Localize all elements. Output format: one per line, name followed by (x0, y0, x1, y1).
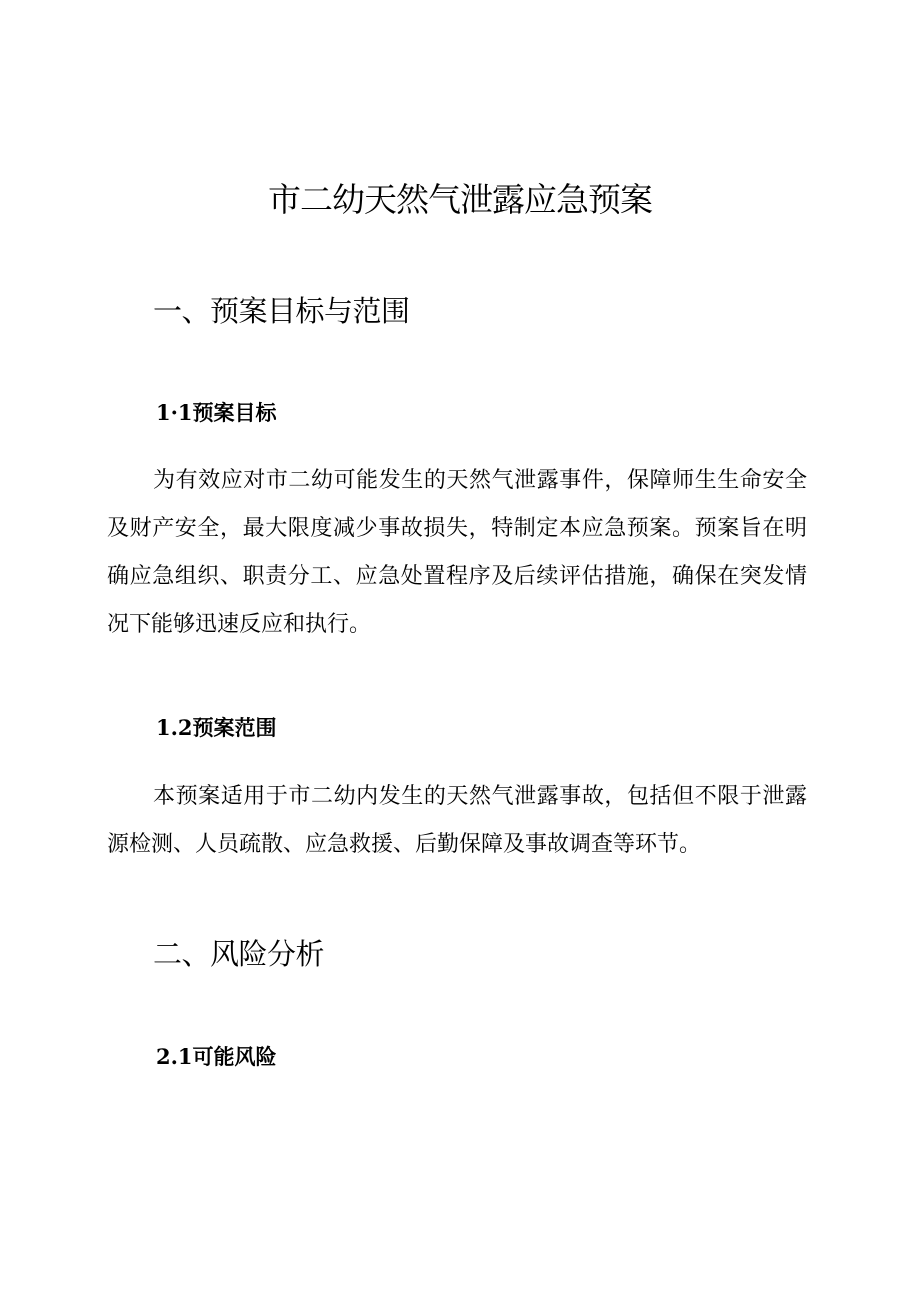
subsection-title: 可能风险 (192, 1044, 277, 1069)
subsection-heading-2-1 (156, 1042, 277, 1072)
document-title: 市二幼天然气泄露应急预案 (268, 180, 652, 219)
subsection-number: 2.1 (156, 1044, 193, 1069)
subsection-heading-1-2 (156, 713, 277, 743)
subsection-title: 预案范围 (192, 715, 277, 740)
subsection-number: 1.2 (156, 715, 193, 740)
paragraph-1-1: 为有效应对市二幼可能发生的天然气泄露事件，保障师生生命安全及财产安全，最大限度减少事故损失，特制定本应急预案。预案旨在明确应急组织、职责分工、应急处置程序及后续评估措施，确保在突发情况下能够迅速反应和执行。 (107, 468, 807, 637)
subsection-title: 预案目标 (192, 400, 277, 425)
section-heading-2: 二、风险分析 (153, 937, 325, 971)
paragraph-1-2: 本预案适用于市二幼内发生的天然气泄露事故，包括但不限于泄露源检测、人员疏散、应急救援、后勤保障及事故调查等环节。 (107, 784, 807, 857)
subsection-heading-1-1 (156, 398, 277, 428)
subsection-number: 1·1 (156, 400, 193, 425)
section-heading-1: 一、预案目标与范围 (153, 294, 410, 328)
